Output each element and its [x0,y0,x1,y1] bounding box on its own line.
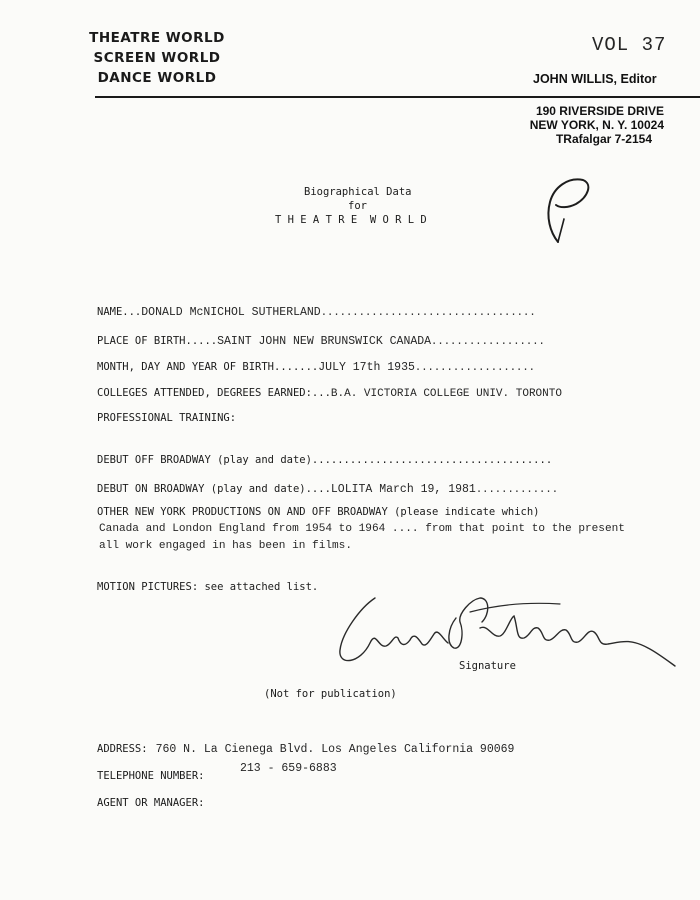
motion-pictures-label: MOTION PICTURES: see attached list. [97,581,319,593]
birthdate-trail: ................... [414,361,535,373]
publication-name-theatre: THEATRE WORLD [89,30,225,46]
training-label: PROFESSIONAL TRAINING: [97,412,237,424]
publication-name-dance: DANCE WORLD [97,70,217,86]
colleges-label: COLLEGES ATTENDED, DEGREES EARNED:... [97,387,331,399]
name-trail: .................................. [320,306,536,318]
birthplace-trail: .................. [431,335,545,347]
publisher-phone: TRafalgar 7-2154 [555,132,652,146]
form-title: Biographical Data [304,186,412,198]
agent-manager-label: AGENT OR MANAGER: [97,797,205,809]
address-row [97,739,514,757]
signature-label: Signature [459,660,516,672]
debut-on-value: LOLITA March 19, 1981 [330,483,476,496]
debut-on-label: DEBUT ON BROADWAY (play and date).... [97,483,331,495]
colleges-row [97,383,562,401]
handwritten-p-mark [538,172,598,247]
other-productions-value-line1: Canada and London England from 1954 to 1964 .... from that point to the present [99,523,625,535]
debut-on-trail: ............. [475,483,559,495]
birthplace-label: PLACE OF BIRTH..... [97,335,218,347]
colleges-value: B.A. VICTORIA COLLEGE UNIV. TORONTO [330,388,562,400]
telephone-value: 213 - 659-6883 [240,762,337,775]
name-label: NAME... [97,306,142,318]
debut-on-broadway-row [97,479,558,497]
publisher-city: NEW YORK, N. Y. 10024 [529,118,664,132]
form-title-for: for [348,200,367,212]
publisher-street: 190 RIVERSIDE DRIVE [535,104,664,118]
other-productions-value-line2: all work engaged in has been in films. [99,540,352,552]
address-label: ADDRESS: [97,743,148,755]
birthplace-row [97,331,545,349]
editor-name: JOHN WILLIS, Editor [533,72,657,86]
other-productions-label: OTHER NEW YORK PRODUCTIONS ON AND OFF BROADWAY (please indicate which) [97,506,540,518]
publication-name-screen: SCREEN WORLD [93,50,221,66]
name-row [97,302,536,320]
volume-number: VOL 37 [592,34,667,56]
form-title-publication: T H E A T R E W O R L D [275,214,427,226]
telephone-label: TELEPHONE NUMBER: [97,770,205,782]
birthplace-value: SAINT JOHN NEW BRUNSWICK CANADA [217,335,432,348]
letterhead-rule [95,96,700,98]
name-value: DONALD McNICHOL SUTHERLAND [141,306,321,319]
not-for-publication-note: (Not for publication) [264,688,397,700]
debut-off-broadway-row: DEBUT OFF BROADWAY (play and date)...................................... [97,454,553,466]
birthdate-value: JULY 17th 1935 [318,361,415,374]
address-value: 760 N. La Cienega Blvd. Los Angeles California 90069 [155,743,515,756]
birthdate-label: MONTH, DAY AND YEAR OF BIRTH....... [97,361,319,373]
birthdate-row [97,357,535,375]
